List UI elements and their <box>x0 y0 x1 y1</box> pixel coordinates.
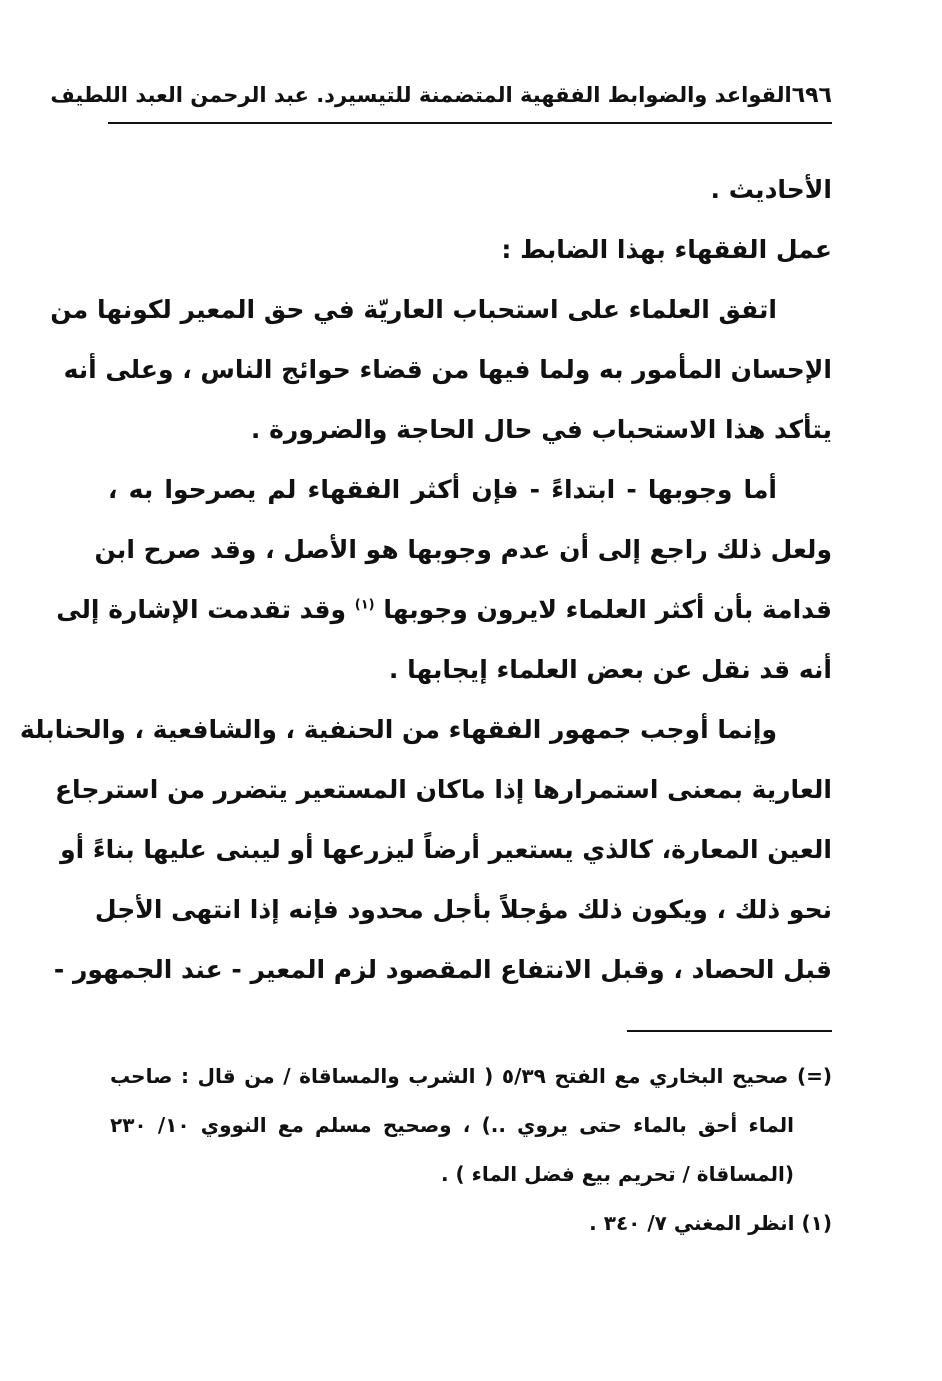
running-title: القواعد والضوابط الفقهية المتضمنة للتيسير <box>334 83 792 107</box>
text-line: الأحاديث . <box>710 175 832 204</box>
text-line: أنه قد نقل عن بعض العلماء إيجابها . <box>388 655 832 684</box>
footnote-line: (=) صحيح البخاري مع الفتح ٥/٣٩ ( الشرب والمساقاة / من قال : صاحب <box>110 1064 832 1088</box>
text-segment: قدامة بأن أكثر العلماء لايرون وجوبها <box>383 595 832 624</box>
footnote-line: (المساقاة / تحريم بيع فضل الماء ) . <box>440 1162 794 1186</box>
text-line: العارية بمعنى استمرارها إذا ماكان المستعير يتضرر من استرجاع <box>54 775 832 804</box>
footnote-divider <box>627 1030 832 1032</box>
footnotes <box>110 1052 832 1248</box>
header-divider <box>108 122 832 124</box>
text-line: الإحسان المأمور به ولما فيها من قضاء حوائج الناس ، وعلى أنه <box>63 355 832 384</box>
text-line: قبل الحصاد ، وقبل الانتفاع المقصود لزم المعير - عند الجمهور - <box>53 955 832 984</box>
main-text <box>19 160 832 1000</box>
text-line <box>56 580 832 640</box>
text-line: وإنما أوجب جمهور الفقهاء من الحنفية ، والشافعية ، والحنابلة <box>19 715 777 744</box>
footnote-line: (١) انظر المغني ٧/ ٣٤٠ . <box>589 1211 832 1235</box>
page-number: ٦٩٦ <box>791 82 832 108</box>
text-line: اتفق العلماء على استحباب العاريّة في حق المعير لكونها من <box>50 295 777 324</box>
text-line: ولعل ذلك راجع إلى أن عدم وجوبها هو الأصل ، وقد صرح ابن <box>94 535 832 564</box>
text-segment: وقد تقدمت الإشارة إلى <box>56 595 347 624</box>
section-heading: عمل الفقهاء بهذا الضابط : <box>501 235 832 264</box>
page-header <box>50 72 832 118</box>
text-line: أما وجوبها - ابتداءً - فإن أكثر الفقهاء لم يصرحوا به ، <box>108 475 777 504</box>
footnote-line: الماء أحق بالماء حتى يروي ..) ، وصحيح مسلم مع النووي ١٠/ ٢٣٠ <box>110 1113 794 1137</box>
footnote-reference: (١) <box>354 597 375 613</box>
text-line: نحو ذلك ، ويكون ذلك مؤجلاً بأجل محدود فإنه إذا انتهى الأجل <box>94 895 832 924</box>
text-line: يتأكد هذا الاستحباب في حال الحاجة والضرورة . <box>250 415 832 444</box>
text-line: العين المعارة، كالذي يستعير أرضاً ليزرعها أو ليبنى عليها بناءً أو <box>60 835 832 864</box>
running-author: د. عبد الرحمن العبد اللطيف <box>50 83 335 107</box>
